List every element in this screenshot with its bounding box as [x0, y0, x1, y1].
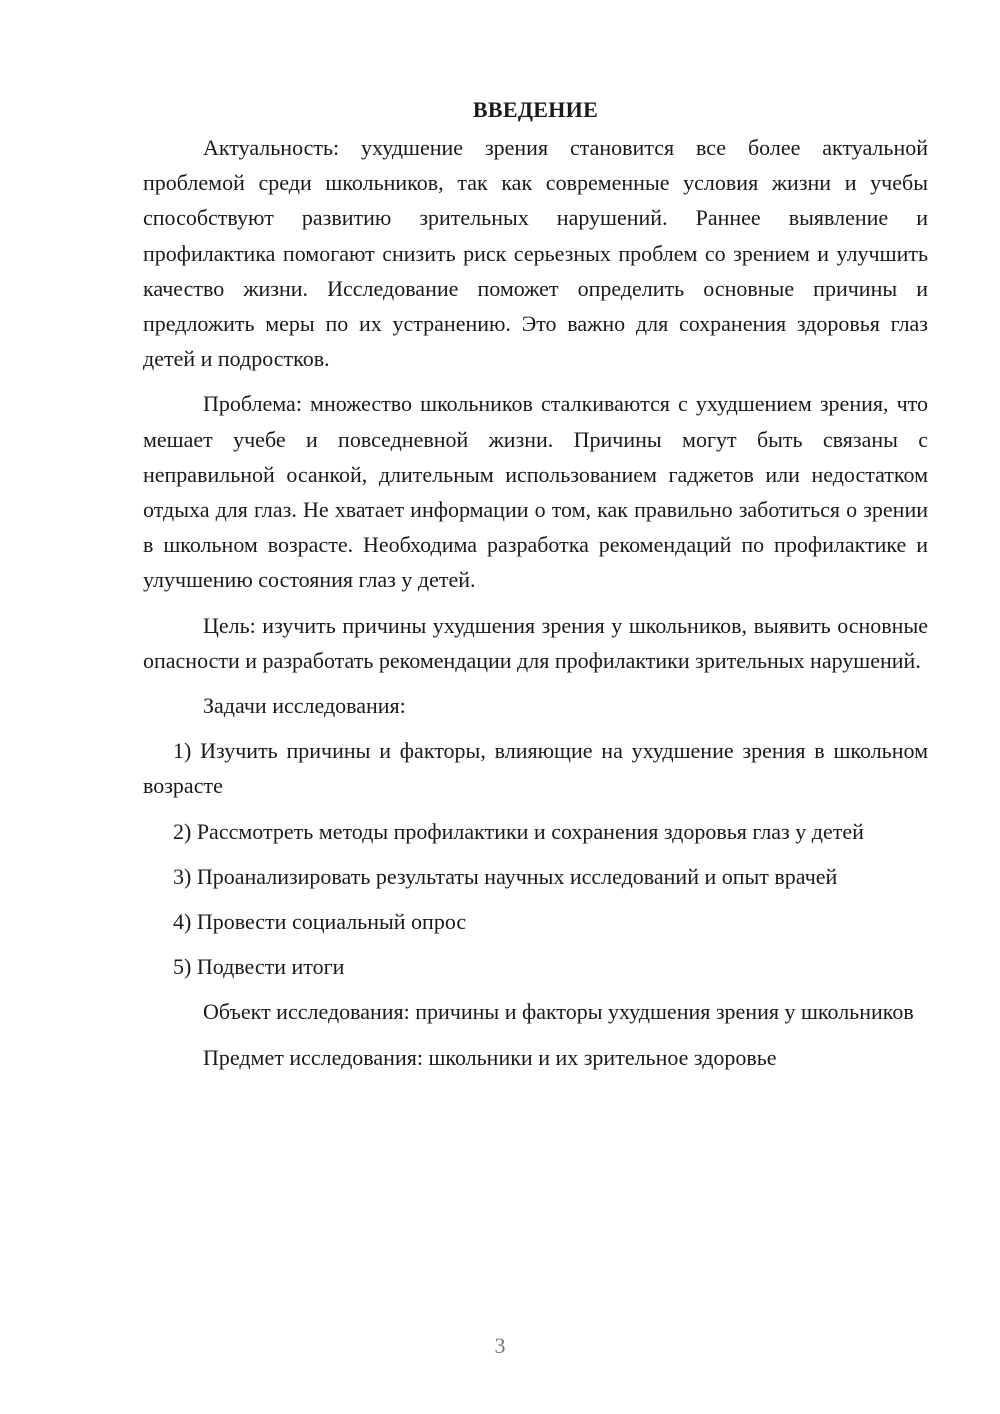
task-item-3: 3) Проанализировать результаты научных исследований и опыт врачей	[173, 863, 838, 889]
goal-paragraph: Цель: изучить причины ухудшения зрения у школьников, выявить основные опасности и разработать рекомендации для профилактики зрительных нарушений.	[143, 612, 928, 673]
section-title: ВВЕДЕНИЕ	[472, 97, 599, 122]
document-page	[143, 95, 928, 1085]
task-item-5: 5) Подвести итоги	[173, 954, 345, 980]
problem-paragraph: Проблема: множество школьников сталкиваются с ухудшением зрения, что мешает учебе и повседневной жизни. Причины могут быть связаны с неправильной осанкой, длительным использованием гаджетов или недостатком отдыха для глаз. Не хватает информации о том, как правильно заботиться о зрении в школьном возрасте. Необходима разработка рекомендаций по профилактике и улучшению состояния глаз у детей.	[143, 391, 928, 593]
page-number: 3	[494, 1333, 506, 1358]
relevance-paragraph: Актуальность: ухудшение зрения становится все более актуальной проблемой среди школьников, так как современные условия жизни и учебы способствуют развитию зрительных нарушений. Раннее выявление и профилактика помогают снизить риск серьезных проблем со зрением и улучшить качество жизни. Исследование поможет определить основные причины и предложить меры по их устранению. Это важно для сохранения здоровья глаз детей и подростков.	[143, 135, 928, 372]
task-item-1: 1) Изучить причины и факторы, влияющие на ухудшение зрения в школьном возрасте	[143, 738, 928, 799]
task-item-2: 2) Рассмотреть методы профилактики и сохранения здоровья глаз у детей	[173, 818, 864, 844]
subject-paragraph: Предмет исследования: школьники и их зрительное здоровье	[203, 1044, 777, 1070]
tasks-heading: Задачи исследования:	[203, 693, 406, 719]
task-item-4: 4) Провести социальный опрос	[173, 909, 467, 935]
object-paragraph: Объект исследования: причины и факторы ухудшения зрения у школьников	[203, 999, 914, 1025]
